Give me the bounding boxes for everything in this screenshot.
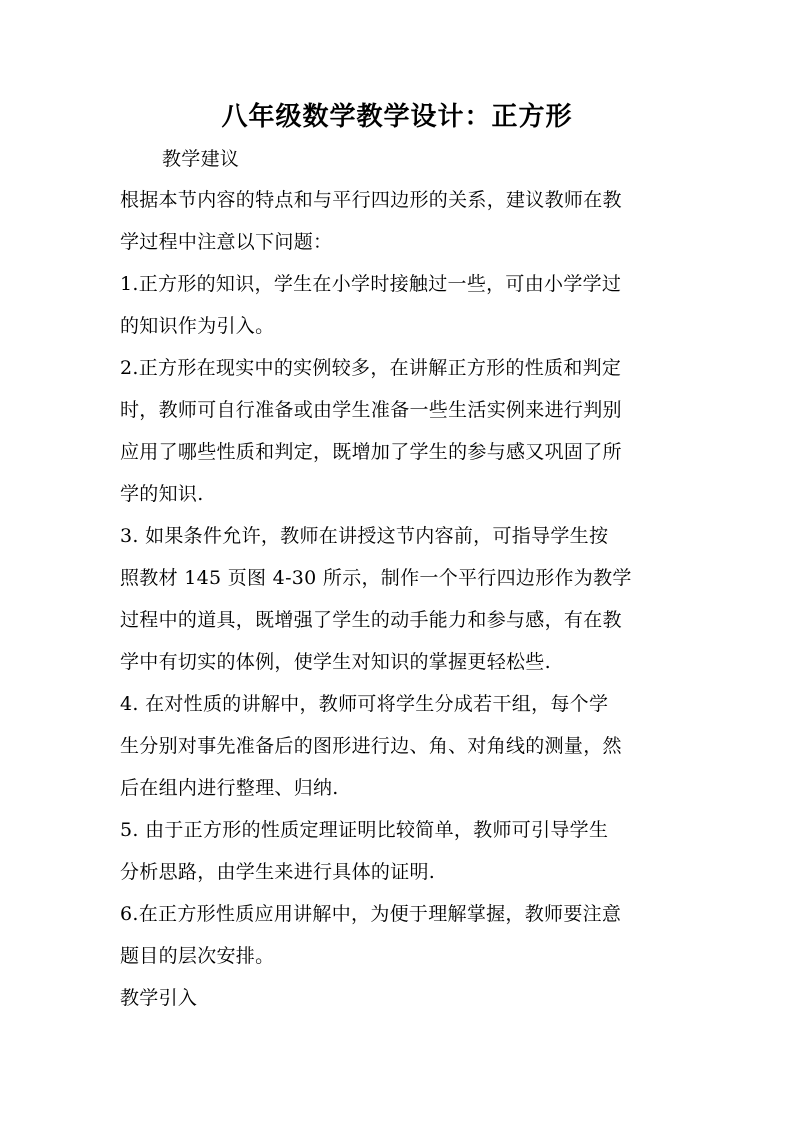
section-heading: 教学建议 (162, 148, 240, 170)
paragraph-line: 题目的层次安排。 (120, 945, 275, 967)
paragraph-line: 过程中的道具，既增强了学生的动手能力和参与感，有在教 (120, 609, 622, 631)
paragraph-line: 1.正方形的知识，学生在小学时接触过一些，可由小学学过 (120, 273, 622, 295)
paragraph-line: 后在组内进行整理、归纳. (120, 777, 339, 799)
paragraph-line: 4. 在对性质的讲解中，教师可将学生分成若干组，每个学 (120, 693, 609, 715)
paragraph-line: 照教材 145 页图 4-30 所示，制作一个平行四边形作为教学 (120, 567, 632, 589)
paragraph-line: 学中有切实的体例，使学生对知识的掌握更轻松些. (120, 651, 551, 673)
paragraph-line: 2.正方形在现实中的实例较多，在讲解正方形的性质和判定 (120, 357, 622, 379)
paragraph-line: 学的知识. (120, 483, 204, 505)
paragraph-line: 6.在正方形性质应用讲解中，为便于理解掌握，教师要注意 (120, 903, 622, 925)
paragraph-line: 时，教师可自行准备或由学生准备一些生活实例来进行判别 (120, 399, 622, 421)
paragraph-line: 学过程中注意以下问题： (120, 231, 333, 253)
paragraph-line: 生分别对事先准备后的图形进行边、角、对角线的测量，然 (120, 735, 622, 757)
page-title: 八年级数学教学设计：正方形 (221, 102, 573, 132)
paragraph-line: 应用了哪些性质和判定，既增加了学生的参与感又巩固了所 (120, 441, 622, 463)
paragraph-line: 根据本节内容的特点和与平行四边形的关系，建议教师在教 (120, 189, 622, 211)
paragraph-line: 的知识作为引入。 (120, 315, 275, 337)
paragraph-line: 5. 由于正方形的性质定理证明比较简单，教师可引导学生 (120, 819, 609, 841)
paragraph-line: 分析思路，由学生来进行具体的证明. (120, 861, 436, 883)
section-heading-intro: 教学引入 (120, 987, 198, 1009)
paragraph-line: 3. 如果条件允许，教师在讲授这节内容前，可指导学生按 (120, 525, 609, 547)
